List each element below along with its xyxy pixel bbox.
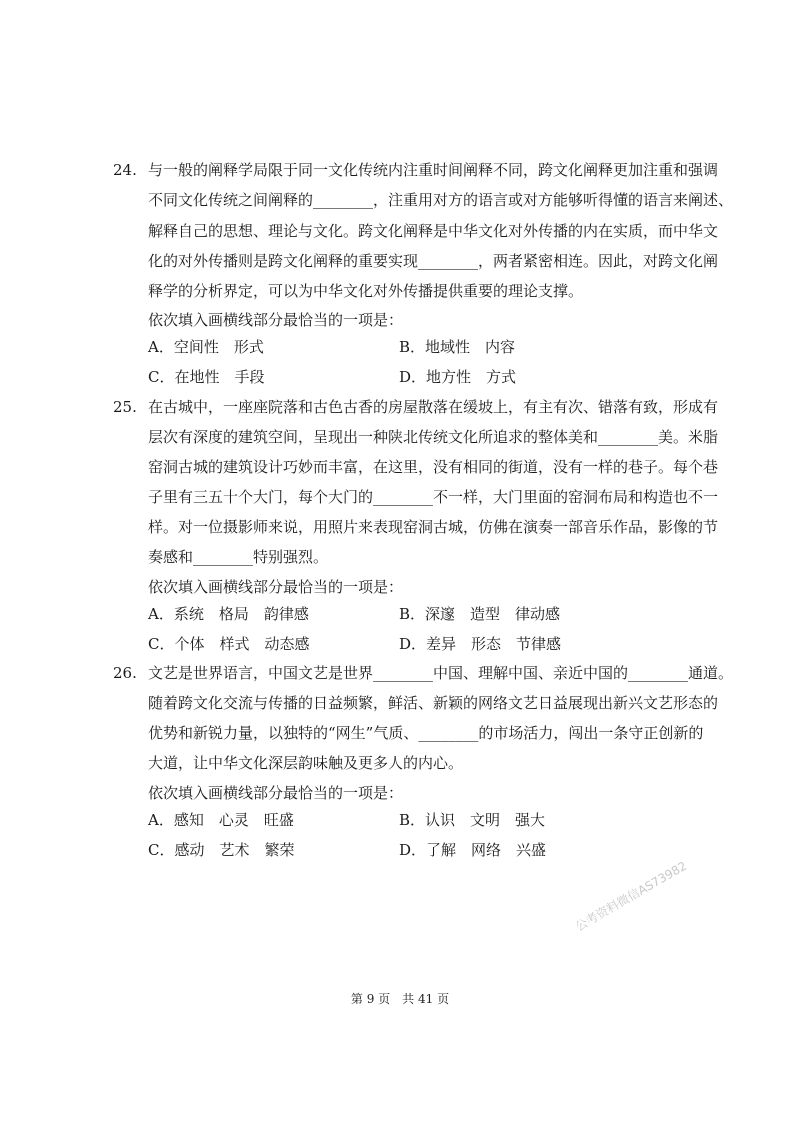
question-text-line: 在古城中，一座座院落和古色古香的房屋散落在缓坡上，有主有次、错落有致，形成有 [148, 398, 719, 416]
question-text-line: 大道，让中华文化深层韵味触及更多人的内心。 [148, 754, 464, 772]
page-footer: 第 9 页 共 41 页 [350, 992, 450, 1006]
question-text-line: 文艺是世界语言，中国文艺是世界________中国、理解中国、亲近中国的________通道。 [148, 664, 734, 682]
question-text-line: 与一般的阐释学局限于同一文化传统内注重时间阐释不同，跨文化阐释更加注重和强调 [148, 161, 719, 179]
option-d: D．地方性 方式 [399, 368, 517, 386]
question-text-line: 不同文化传统之间阐释的________，注重用对方的语言或对方能够听得懂的语言来阐述、 [148, 191, 734, 209]
option-d: D．了解 网络 兴盛 [399, 841, 547, 859]
question-text-line: 样。对一位摄影师来说，用照片来表现窑洞古城，仿佛在演奏一部音乐作品，影像的节 [148, 518, 719, 536]
question-text-line: 优势和新锐力量，以独特的“网生”气质、________的市场活力，闯出一条守正创新的 [148, 724, 704, 742]
option-b: B．认识 文明 强大 [399, 811, 546, 829]
option-a: A．系统 格局 韵律感 [148, 605, 309, 623]
option-b: B．地域性 内容 [399, 338, 516, 356]
question-text-line: 层次有深度的建筑空间，呈现出一种陕北传统文化所追求的整体美和________美。米脂 [148, 428, 719, 446]
option-a: A．感知 心灵 旺盛 [148, 811, 294, 829]
question-text-line: 解释自己的思想、理论与文化。跨文化阐释是中华文化对外传播的内在实质，而中华文 [148, 222, 719, 240]
question-number: 26. [113, 664, 137, 682]
question-text-line: 子里有三五十个大门，每个大门的________不一样，大门里面的窑洞布局和构造也不一 [148, 488, 719, 506]
option-d: D．差异 形态 节律感 [399, 635, 562, 653]
question-prompt: 依次填入画横线部分最恰当的一项是： [148, 578, 404, 596]
watermark: 公考资料微信AS73982 [573, 858, 690, 934]
option-a: A．空间性 形式 [148, 338, 264, 356]
question-number: 25. [113, 398, 137, 416]
question-text-line: 窑洞古城的建筑设计巧妙而丰富，在这里，没有相同的街道，没有一样的巷子。每个巷 [148, 458, 719, 476]
option-b: B．深邃 造型 律动感 [399, 605, 561, 623]
question-prompt: 依次填入画横线部分最恰当的一项是： [148, 784, 404, 802]
question-text-line: 随着跨文化交流与传播的日益频繁，鲜活、新颖的网络文艺日益展现出新兴文艺形态的 [148, 694, 719, 712]
option-c: C．在地性 手段 [148, 368, 265, 386]
option-c: C．个体 样式 动态感 [148, 635, 310, 653]
question-prompt: 依次填入画横线部分最恰当的一项是： [148, 311, 404, 329]
question-text-line: 释学的分析界定，可以为中华文化对外传播提供重要的理论支撑。 [148, 282, 584, 300]
question-number: 24. [113, 161, 137, 179]
question-text-line: 化的对外传播则是跨文化阐释的重要实现________，两者紧密相连。因此，对跨文化阐 [148, 252, 719, 270]
question-text-line: 奏感和________特别强烈。 [148, 548, 329, 566]
option-c: C．感动 艺术 繁荣 [148, 841, 295, 859]
